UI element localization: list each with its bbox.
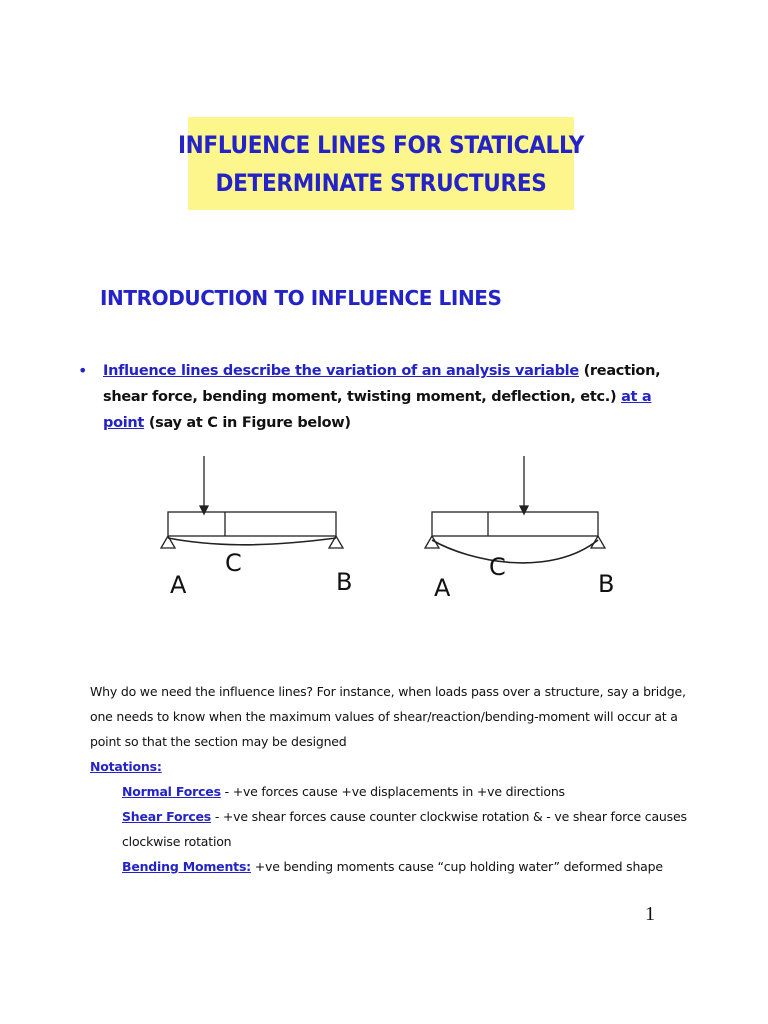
intro-bullet (78, 358, 688, 436)
title-box (177, 117, 585, 210)
normal-forces-separator: - (220, 784, 233, 799)
right-label-a: A (434, 574, 451, 602)
title-line-2: DETERMINATE STRUCTURES (215, 168, 547, 197)
influence-lines-link[interactable]: Influence lines describe the variation of an analysis variable (103, 363, 579, 379)
right-label-b: B (598, 570, 615, 598)
bending-moments-text: +ve bending moments cause “cup holding water” deformed shape (254, 859, 663, 874)
right-support-b (591, 536, 605, 548)
left-support-a (161, 536, 175, 548)
right-beam (432, 512, 598, 536)
shear-forces-label: Shear Forces (122, 809, 212, 824)
shear-forces-text: +ve shear forces cause counter clockwise rotation & - ve shear force causes clockwise rotation (122, 809, 687, 849)
left-beam-diagram (161, 456, 352, 599)
left-deflection-curve (168, 538, 336, 545)
left-load-arrowhead (200, 506, 208, 514)
beam-figure (150, 450, 620, 610)
left-support-b (329, 536, 343, 548)
shear-forces-separator: - (211, 809, 223, 824)
bullet-marker: • (78, 361, 88, 380)
bullet-text-part-2: (say at C in Figure below) (144, 415, 351, 431)
at-a-point-link[interactable]: at a point (103, 389, 652, 431)
left-label-a: A (170, 571, 187, 599)
notations-heading: Notations: (90, 759, 162, 774)
section-heading: INTRODUCTION TO INFLUENCE LINES (100, 286, 502, 310)
right-deflection-curve (432, 540, 598, 563)
bullet-text-part-1: (reaction, shear force, bending moment, twisting moment, deflection, etc.) (103, 363, 661, 405)
left-beam (168, 512, 336, 536)
left-label-b: B (336, 568, 353, 596)
notation-shear-forces (90, 804, 700, 854)
notation-bending-moments (90, 854, 700, 879)
left-label-c: C (225, 549, 242, 577)
why-paragraph: Why do we need the influence lines? For instance, when loads pass over a structure, say a bridge, one needs to know when the maximum values of shear/reaction/bending-moment will occur at a point so that the section may be designed (90, 684, 686, 749)
normal-forces-label: Normal Forces (122, 784, 221, 799)
title-line-1: INFLUENCE LINES FOR STATICALLY (177, 130, 585, 159)
notation-normal-forces (90, 779, 700, 804)
normal-forces-text: +ve forces cause +ve displacements in +ve directions (232, 784, 565, 799)
right-beam-diagram (425, 456, 614, 602)
bending-moments-label: Bending Moments: (122, 859, 251, 874)
right-label-c: C (489, 553, 506, 581)
body-text (90, 679, 700, 879)
page-number: 1 (645, 903, 655, 925)
right-load-arrowhead (520, 506, 528, 514)
bullet-text (103, 358, 688, 436)
